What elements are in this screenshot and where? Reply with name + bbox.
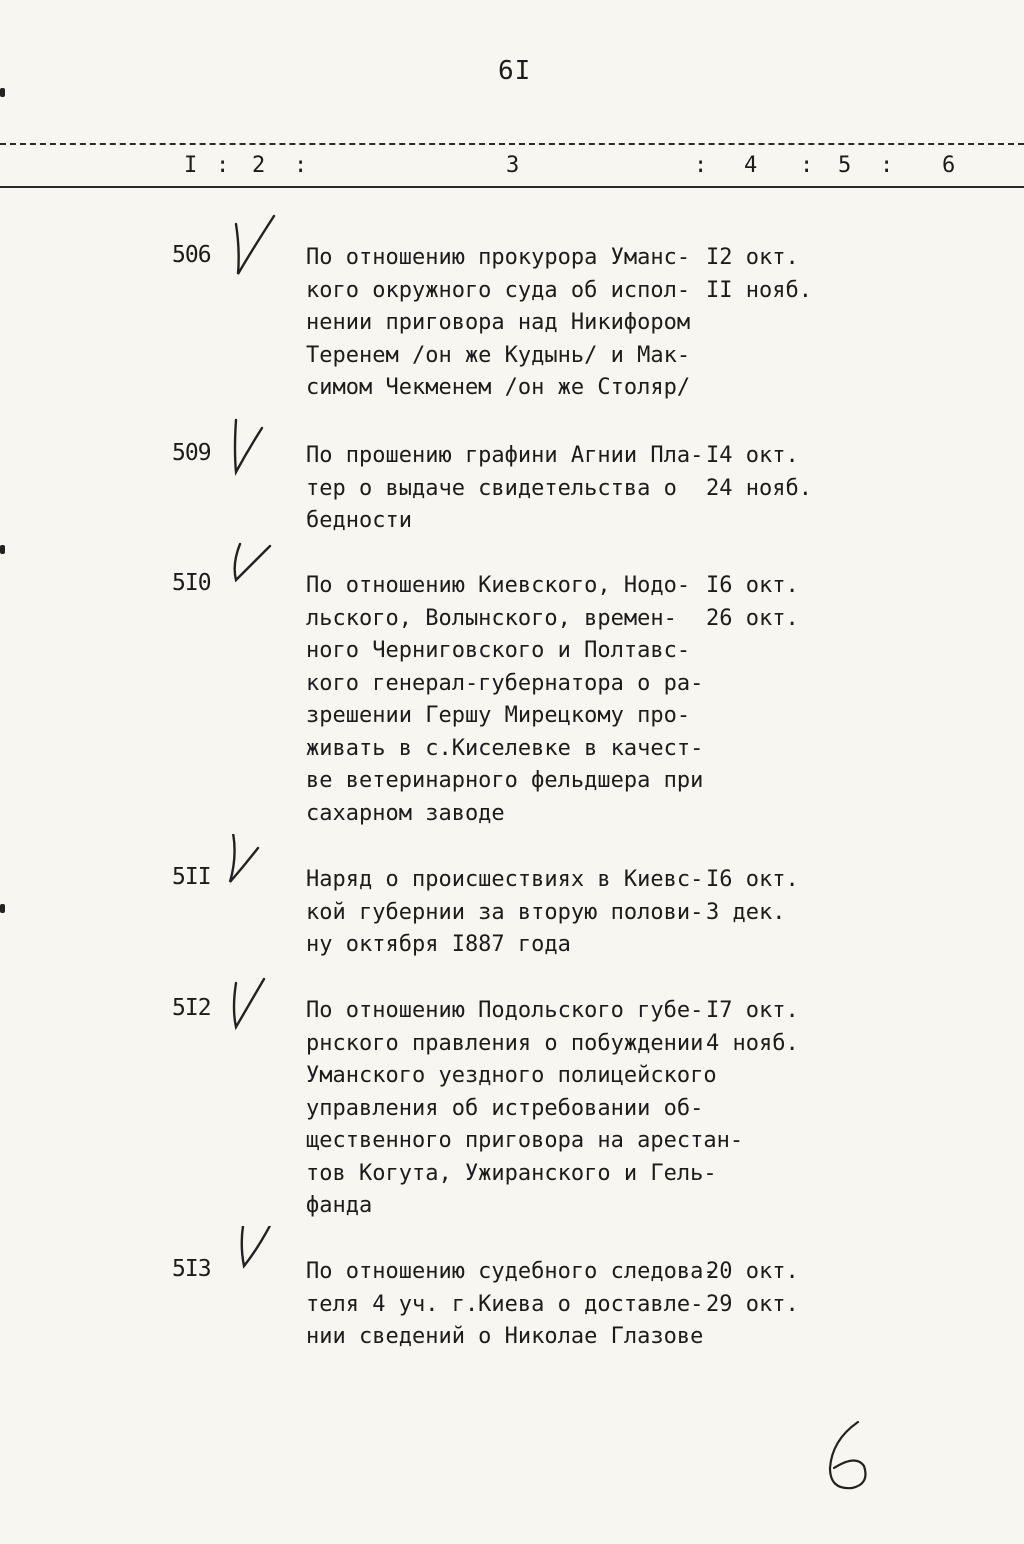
entry-text xyxy=(306,242,690,405)
column-3-label: 3 xyxy=(506,153,520,178)
end-date: 26 окт. xyxy=(706,605,799,631)
start-date: I7 окт. xyxy=(706,998,799,1023)
entry-text-line: льского, Волынского, времен- xyxy=(306,605,677,631)
entry-text xyxy=(306,995,743,1223)
entry-number: 5I2 xyxy=(172,995,211,1021)
entry-text-line: щественного приговора на арестан- xyxy=(306,1128,744,1153)
entry-text-line: ну октября I887 года xyxy=(306,932,571,957)
margin-hole-mark xyxy=(0,88,5,97)
entry-text-line: По отношению прокурора Уманс- xyxy=(306,245,691,270)
entry-text-line: ве ветеринарного фельдшера при xyxy=(306,768,704,793)
entry-text-line: фанда xyxy=(306,1193,373,1218)
margin-hole-mark xyxy=(0,545,5,554)
entry-number: 509 xyxy=(172,440,211,466)
entry-text-line: живать в с.Киселевке в качест- xyxy=(306,735,704,761)
entry-text-line: управления об истребовании об- xyxy=(306,1095,704,1121)
start-date: I6 окт. xyxy=(706,573,799,598)
end-date: 3 дек. xyxy=(706,899,786,925)
entry-dates xyxy=(706,440,812,505)
end-date: 29 окт. xyxy=(706,1291,799,1317)
entry-text-line: нии сведений о Николае Глазове xyxy=(306,1324,704,1349)
column-1-label: I xyxy=(184,153,198,178)
entry-text-line: тер о выдаче свидетельства о xyxy=(306,475,677,501)
column-1-separator: : xyxy=(216,153,230,178)
check-mark-icon xyxy=(222,834,282,904)
entry-text-line: зрешении Гершу Мирецкому про- xyxy=(306,703,691,728)
column-5-label: 5 xyxy=(838,153,852,178)
check-mark-icon xyxy=(222,965,282,1035)
entry-dates xyxy=(706,570,799,635)
end-date: 4 нояб. xyxy=(706,1030,799,1056)
entry-text-line: сахарном заводе xyxy=(306,800,505,826)
header-bottom-rule xyxy=(0,186,1024,188)
start-date: I6 окт. xyxy=(706,867,799,892)
check-mark-icon xyxy=(222,1226,282,1296)
entry-text-line: Теренем /он же Кудынь/ и Мак- xyxy=(306,342,691,368)
entry-text xyxy=(306,570,703,830)
check-mark-icon xyxy=(222,212,282,282)
entry-text-line: кой губернии за вторую полови- xyxy=(306,899,704,925)
entry-text-line: По прошению графини Агнии Пла- xyxy=(306,443,704,468)
entry-text-line: По отношению Подольского губе- xyxy=(306,998,704,1023)
entry-text-line: теля 4 уч. г.Киева о доставле- xyxy=(306,1291,704,1317)
page-number: 6I xyxy=(498,56,532,86)
column-5-separator: : xyxy=(880,153,894,178)
column-2-separator: : xyxy=(294,153,308,178)
handwritten-page-mark xyxy=(818,1418,878,1494)
entry-text-line: тов Когута, Ужиранского и Гель- xyxy=(306,1160,717,1186)
entry-text-line: Уманского уездного полицейского xyxy=(306,1063,717,1088)
entry-dates xyxy=(706,1256,799,1321)
entry-text xyxy=(306,440,703,538)
column-4-label: 4 xyxy=(744,153,758,178)
entry-number: 506 xyxy=(172,242,211,268)
entry-text xyxy=(306,864,703,962)
entry-text-line: нении приговора над Никифором xyxy=(306,310,691,335)
entry-text-line: бедности xyxy=(306,508,412,533)
end-date: II нояб. xyxy=(706,277,812,303)
entry-dates xyxy=(706,242,812,307)
header-top-rule xyxy=(0,143,1024,145)
column-3-separator: : xyxy=(694,153,708,178)
entry-text-line: рнского правления о побуждении xyxy=(306,1030,704,1056)
entry-text-line: кого генерал-губернатора о ра- xyxy=(306,670,704,696)
check-mark-icon xyxy=(222,540,282,610)
end-date: 24 нояб. xyxy=(706,475,812,501)
entry-text-line: Наряд о происшествиях в Киевс- xyxy=(306,867,704,892)
entry-text-line: По отношению Киевского, Нодо- xyxy=(306,573,691,598)
entry-number: 5I0 xyxy=(172,570,211,596)
start-date: I2 окт. xyxy=(706,245,799,270)
entry-number: 5II xyxy=(172,864,211,890)
entry-number: 5I3 xyxy=(172,1256,211,1282)
entry-text-line: По отношению судебного следова- xyxy=(306,1259,717,1284)
entry-text-line: кого окружного суда об испол- xyxy=(306,277,691,303)
handwritten-page-mark-text: 6 xyxy=(818,1418,819,1419)
entry-text-line: симом Чекменем /он же Столяр/ xyxy=(306,375,691,400)
start-date: I4 окт. xyxy=(706,443,799,468)
entry-dates xyxy=(706,864,799,929)
margin-hole-mark xyxy=(0,904,5,913)
column-6-label: 6 xyxy=(942,153,956,178)
entry-dates xyxy=(706,995,799,1060)
column-2-label: 2 xyxy=(252,153,266,178)
start-date: 20 окт. xyxy=(706,1259,799,1284)
check-mark-icon xyxy=(222,410,282,480)
column-4-separator: : xyxy=(800,153,814,178)
entry-text xyxy=(306,1256,717,1354)
entry-text-line: ного Черниговского и Полтавс- xyxy=(306,638,691,663)
